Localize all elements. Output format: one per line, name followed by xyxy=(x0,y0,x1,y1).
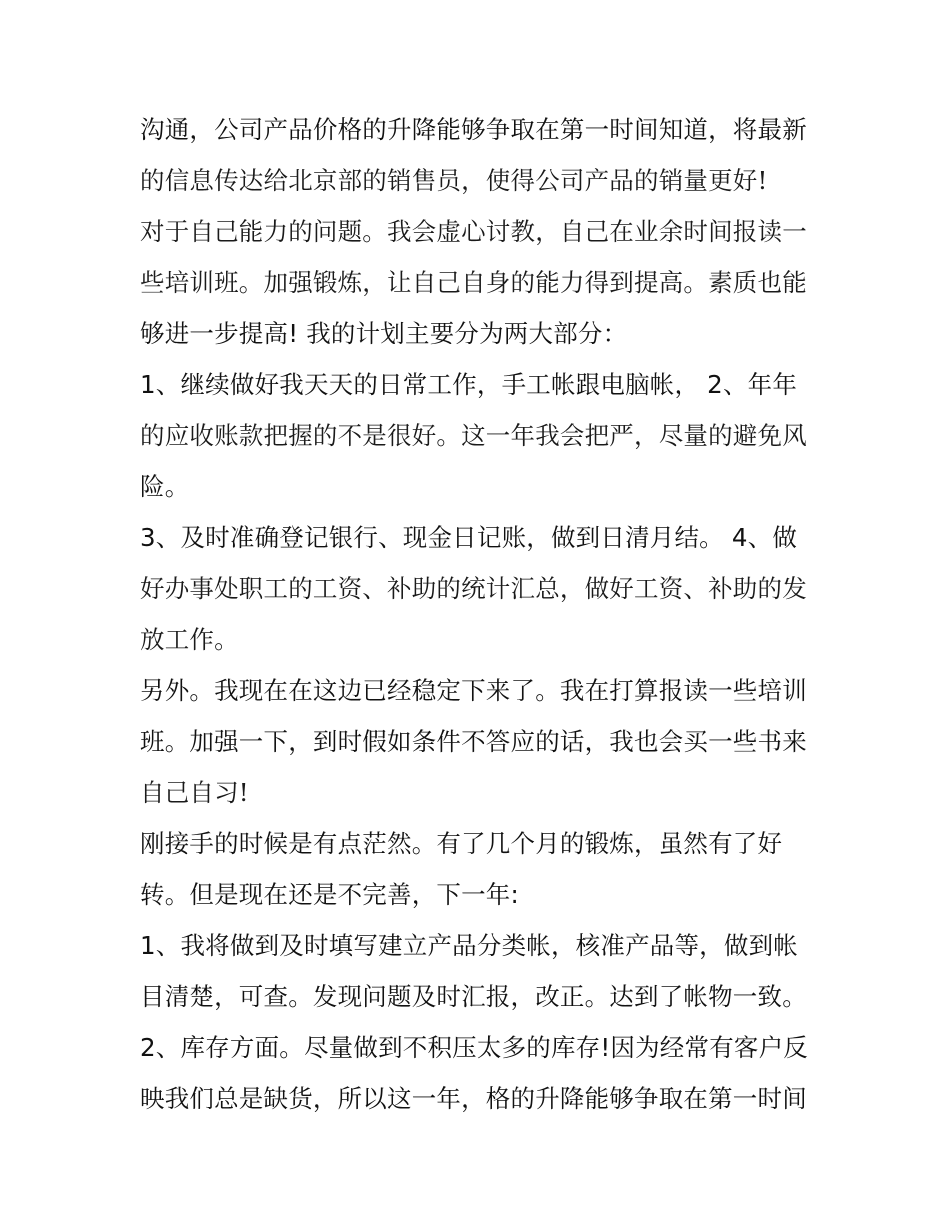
text-line: 放工作。 xyxy=(140,625,239,654)
text-line: 沟通，公司产品价格的升降能够争取在第一时间知道，将最新 xyxy=(140,115,807,144)
text-line: 够进一步提高! 我的计划主要分为两大部分： xyxy=(140,319,628,348)
text-line: 目清楚，可查。发现问题及时汇报，改正。达到了帐物一致。 xyxy=(140,982,807,1011)
text-line: 对于自己能力的问题。我会虚心讨教，自己在业余时间报读一 xyxy=(140,217,807,246)
text-line: 1、继续做好我天天的日常工作，手工帐跟电脑帐， 2、年年 xyxy=(140,370,798,399)
text-line: 映我们总是缺货，所以这一年，格的升降能够争取在第一时间 xyxy=(140,1084,807,1113)
text-line: 刚接手的时候是有点茫然。有了几个月的锻炼，虽然有了好 xyxy=(140,829,783,858)
text-line: 3、及时准确登记银行、现金日记账，做到日清月结。 4、做 xyxy=(140,523,798,552)
text-line: 2、库存方面。尽量做到不积压太多的库存!因为经常有客户反 xyxy=(140,1033,809,1062)
text-line: 好办事处职工的工资、补助的统计汇总，做好工资、补助的发 xyxy=(140,574,807,603)
document-body xyxy=(140,104,820,1124)
text-line: 的应收账款把握的不是很好。这一年我会把严，尽量的避免风 xyxy=(140,421,807,450)
text-line: 的信息传达给北京部的销售员，使得公司产品的销量更好! xyxy=(140,166,768,195)
text-line: 些培训班。加强锻炼，让自己自身的能力得到提高。素质也能 xyxy=(140,268,807,297)
text-line: 班。加强一下，到时假如条件不答应的话，我也会买一些书来 xyxy=(140,727,807,756)
text-line: 转。但是现在还是不完善，下一年: xyxy=(140,880,519,909)
text-line: 另外。我现在在这边已经稳定下来了。我在打算报读一些培训 xyxy=(140,676,807,705)
text-line: 自己自习! xyxy=(140,778,249,807)
text-line: 1、我将做到及时填写建立产品分类帐，核准产品等，做到帐 xyxy=(140,931,798,960)
text-line: 险。 xyxy=(140,472,190,501)
